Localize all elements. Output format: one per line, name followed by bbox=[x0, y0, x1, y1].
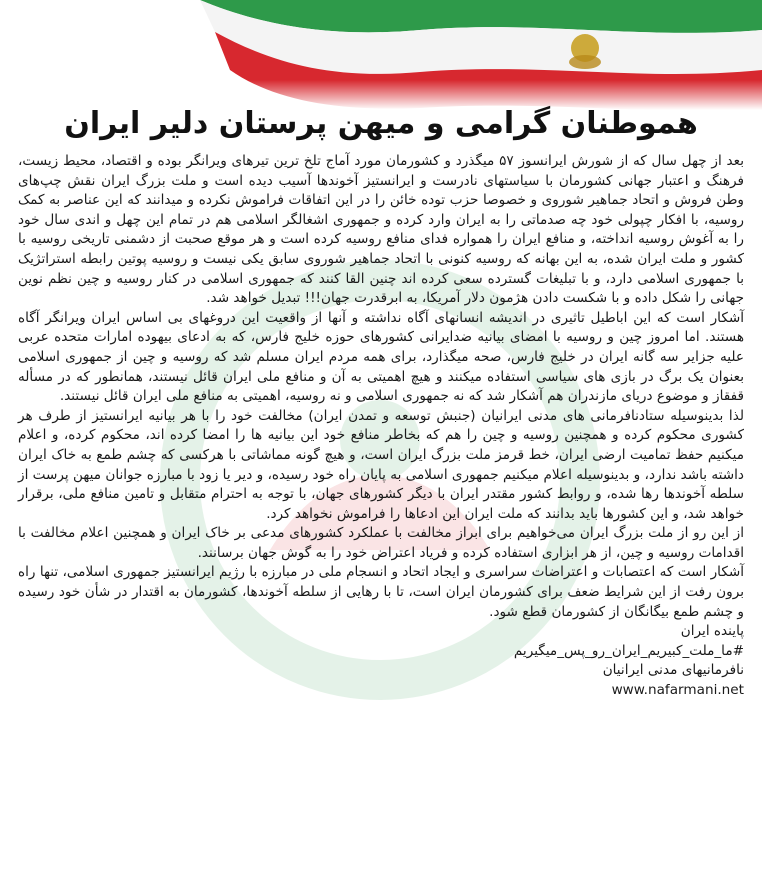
paragraph: آشکار است که این اباطیل تاثیری در اندیشه انسانهای آگاه نداشته و آنها از واقعیت این دروغهای بی اساس ایران ویرانگر آگاه هستند. اما امروز چین و روسیه با امضای بیانیه ضدایرانی کشورهای حوزه خلیج فارس، که به ادعای بیهوده امارات متحده عربی علیه جزایر سه گانه ایران در خلیج فارس، صحه میگذارد، برای همه مردم ایران مسلم شد که روسیه و چین از جمهوری اسلامی بعنوان یک برگ در بازی های سیاسی استفاده میکنند و هیچ اهمیتی به آن و منافع ملی ایران قائل نیستند، همانطور که در مسأله قفقاز و موضوع دریای مازندران هم آشکار شد که نه جمهوری اسلامی و نه روسیه، اهمیتی به منافع ملی ایران قائل نیستند. bbox=[18, 309, 744, 405]
paragraph: لذا بدینوسیله ستادنافرمانی های مدنی ایرانیان (جنبش توسعه و تمدن ایران) مخالفت خود را با هر بیانیه ایرانستیز از طرف هر کشوری محکوم کرده و همچنین روسیه و چین را هم که بخاطر منافع خود این بیانیه ها را امضا کرده اند، محکوم کرده، و اعلام میکنیم حفظ تمامیت ارضی ایران، خط قرمز ملت بزرگ ایران است، و هیچ گونه مماشاتی با هرکسی که چشم طمع به خاک ایران داشته باشد ندارد، و بدینوسیله اعلام میکنیم جمهوری اسلامی به پایان راه خود رسیده، و دیر یا زود با مبارزه جوانان میهن پرست از سلطه آخوندها رها شده، و روابط کشور مقتدر ایران با دیگر کشورهای جهان، با توجه به احترام متقابل و تامین منافع ملی، برقرار خواهد شد، و این کشورها باید بدانند که ملت ایران این ادعاها را فراموش نخواهد کرد. bbox=[18, 407, 744, 522]
iran-flag-banner bbox=[0, 0, 762, 110]
closing-line: پاینده ایران bbox=[680, 623, 744, 640]
page-title: هموطنان گرامی و میهن پرستان دلیر ایران bbox=[64, 106, 698, 141]
statement-body bbox=[18, 152, 744, 701]
website-link[interactable]: www.nafarmani.net bbox=[611, 682, 744, 699]
paragraph: از این رو از ملت بزرگ ایران می‌خواهیم برای ابراز مخالفت با عملکرد کشورهای مدعی بر خاک ایران و همچنین اعلام مخالفت با اقدامات روسیه و چین، از هر ابزاری استفاده کرده و فریاد اعتراض خود را به گوش جهان برسانند. bbox=[18, 525, 744, 561]
paragraph: بعد از چهل سال که از شورش ایرانسوز ۵۷ میگذرد و کشورمان مورد آماج تلخ ترین تیرهای ویرانگر بوده و اقتصاد، محیط زیست، فرهنگ و اعتبار جهانی کشورمان با سیاستهای نادرست و ایرانستیز آخوندها آسیب دیده است و ملت بزرگ ایران نقش چپ‌های وطن فروش و اتحاد جماهیر شوروی و خصوصا حزب توده خائن را در این اتفاقات فراموش نکرده و میدانند که این عناصر به کمک روسیه، با افکار چپولی خود چه صدماتی را به ایران وارد کرده و جمهوری اشغالگر اسلامی هم در تمام این چهل و اندی سال خود را به آغوش روسیه انداخته، و منافع ایران را همواره فدای منافع روسیه کرده است و هر موقع صحبت از دشمنی تاریخی روسیه با کشور و ملت ایران شده، به این بهانه که روسیه کنونی با اتحاد جماهیر شوروی سابق یکی نیست و روسیه پوتین رابطه استراتژیک با جمهوری اسلامی دارد، و با تبلیغات گسترده سعی کرده اند چنین القا کنند که جمهوری اسلامی در کنار روسیه و چین نظم نوین جهانی را شکل داده و با شکست دادن هژمون دلار آمریکا، به ابرقدرت جهان!!! تبدیل خواهد شد. bbox=[18, 153, 744, 307]
organization-name: نافرمانیهای مدنی ایرانیان bbox=[602, 662, 744, 679]
paragraph: آشکار است که اعتصابات و اعتراضات سراسری و ایجاد اتحاد و انسجام ملی در مبارزه با رژیم ایرانستیز جمهوری اسلامی، تنها راه برون رفت از این شرایط ضعف برای کشورمان ایران است، تا با رهایی از سلطه آخوندها، کشورمان به اقتدار در شأن خود رسیده و چشم طمع بیگانگان از کشورمان قطع شود. bbox=[18, 564, 744, 620]
hashtag[interactable]: #ما_ملت_کبیریم_ایران_رو_پس_میگیریم bbox=[513, 642, 744, 659]
